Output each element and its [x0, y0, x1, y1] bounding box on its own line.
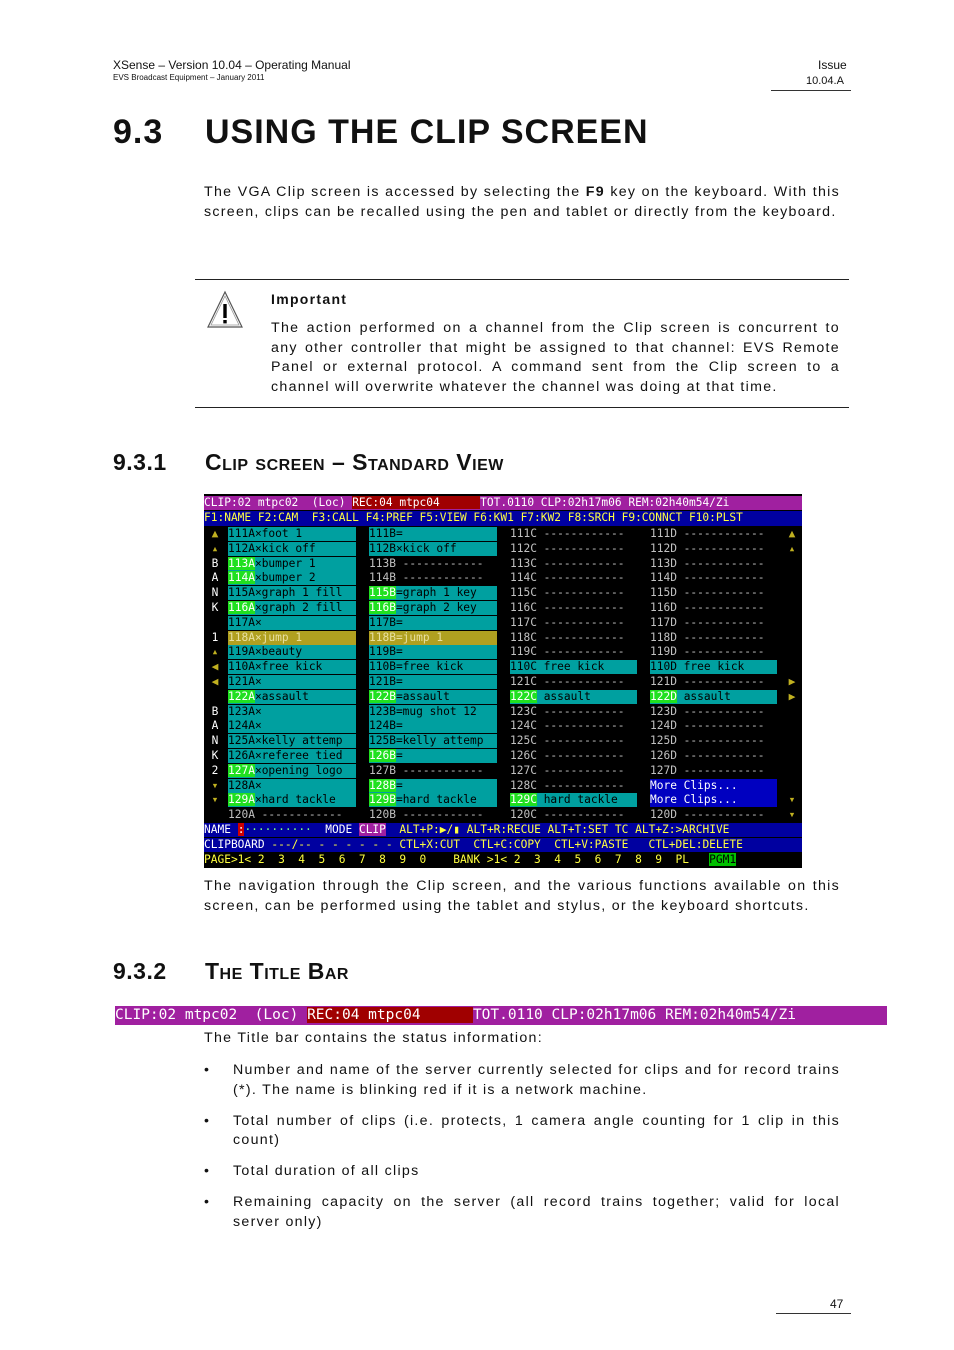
bank-margin-label: ▲: [211, 527, 219, 540]
clip-cell: 121D ------------: [650, 675, 777, 689]
clip-cell: 123D ------------: [650, 705, 777, 719]
clip-cell: 119D ------------: [650, 645, 777, 659]
intro-key: F9: [585, 184, 605, 200]
vga-page-row: [204, 853, 802, 867]
clip-cell: 118C ------------: [510, 631, 637, 645]
clip-cell: [650, 690, 777, 704]
clip-id: 116B: [369, 601, 396, 614]
clip-id: 129C: [510, 793, 537, 807]
important-heading: Important: [271, 291, 348, 307]
clip-name: =graph 2 key: [395, 601, 477, 614]
title-bar-segment: REC:04 mtpc04: [307, 1007, 473, 1023]
section-heading: [113, 113, 649, 152]
subsection-title: The Title Bar: [205, 958, 349, 984]
vga-page-row-segment: PGM1: [709, 853, 737, 866]
subsection-title: Clip screen – Standard View: [205, 449, 504, 475]
clip-cell: 111D ------------: [650, 527, 777, 541]
subsection-heading-standard-view: [113, 449, 504, 476]
intro-paragraph: [204, 183, 840, 222]
clip-cell: 117C ------------: [510, 616, 637, 630]
bank-margin-label: 2: [211, 763, 219, 777]
clip-cell: 126A×referee tied: [228, 749, 356, 763]
issue-label: Issue: [818, 58, 847, 72]
scroll-margin-marker: [784, 616, 800, 630]
clip-cell: 112A×kick off: [228, 542, 356, 556]
clip-cell: 117A×: [228, 616, 356, 630]
clip-id: 122C: [510, 689, 537, 703]
clip-cell: 127D ------------: [650, 764, 777, 778]
clip-cell: 125D ------------: [650, 734, 777, 748]
clip-cell: 111B=: [369, 527, 497, 541]
clip-cell: 114B ------------: [369, 571, 497, 585]
clip-cell: 115A×graph 1 fill: [228, 586, 356, 600]
clip-name: =assault: [395, 689, 450, 703]
clip-cell: 112B×kick off: [369, 542, 497, 556]
title-bar-segment: CLIP:02 mtpc02 (Loc): [115, 1007, 308, 1023]
scroll-margin-marker: [784, 734, 800, 748]
clip-cell: 119C ------------: [510, 645, 637, 659]
clip-id: 122A: [228, 689, 255, 703]
scroll-margin-marker: [784, 557, 800, 571]
clip-cell: More Clips...: [650, 779, 777, 793]
clip-cell: 117B=: [369, 616, 497, 630]
manual-subtitle: EVS Broadcast Equipment – January 2011: [113, 73, 265, 82]
bank-margin-label: ▴: [211, 541, 219, 555]
clip-cell: [369, 793, 497, 807]
vga-clipboard-row-segment: CLIPBOARD: [204, 838, 272, 851]
footer-rule: [776, 1313, 851, 1314]
list-item-text: Number and name of the server currently selected for clips and for record trains (*). The name is blinking red if it is a network machine.: [233, 1062, 840, 1098]
bank-margin-label: N: [211, 734, 219, 748]
clip-cell: [369, 690, 497, 704]
scroll-margin-marker: [784, 779, 800, 793]
clip-id: 128B: [369, 778, 396, 792]
clip-cell: [228, 557, 356, 571]
warning-triangle-icon: [205, 289, 245, 336]
clip-cell: 120C ------------: [510, 808, 637, 822]
clip-cell: 119A×beauty: [228, 645, 356, 659]
list-item: • Total number of clips (i.e. protects, 1 camera angle counting for 1 clip in this count): [204, 1112, 840, 1148]
clip-cell: 114C ------------: [510, 571, 637, 585]
list-item: • Number and name of the server currently selected for clips and for record trains (*). The name is blinking red if it is a network machine.: [204, 1062, 840, 1098]
scroll-margin-marker: [784, 719, 800, 733]
scroll-margin-marker: ▾: [788, 793, 796, 807]
clip-cell: 110D free kick: [650, 660, 777, 674]
list-item-text: Total number of clips (i.e. protects, 1 camera angle counting for 1 clip in this count): [233, 1112, 840, 1148]
clip-cell: 121C ------------: [510, 675, 637, 689]
clip-cell: [510, 793, 637, 807]
bank-margin-label: K: [211, 601, 219, 614]
clip-cell: 120A ------------: [228, 808, 356, 822]
clip-cell: 127B ------------: [369, 764, 497, 778]
clip-cell: 128A×: [228, 779, 356, 793]
list-item: • Remaining capacity on the server (all record trains together; valid for local server only): [204, 1194, 840, 1230]
clip-screen-image: [204, 494, 802, 868]
clip-cell: 115D ------------: [650, 586, 777, 600]
clip-id: 122D: [650, 689, 677, 703]
scroll-margin-marker: [784, 631, 800, 645]
bank-margin-label: ▾: [211, 778, 219, 792]
clip-name: =: [395, 778, 403, 792]
bank-margin-label: B: [211, 704, 219, 718]
clip-cell: 115C ------------: [510, 586, 637, 600]
clip-cell: 118D ------------: [650, 631, 777, 645]
vga-bottom-row-segment: ··········: [244, 823, 326, 836]
clip-cell: 112C ------------: [510, 542, 637, 556]
clip-cell: [228, 764, 356, 778]
bank-margin-label: N: [211, 586, 219, 600]
scroll-margin-marker: [784, 660, 800, 674]
clip-cell: 125A×kelly attemp: [228, 734, 356, 748]
bank-margin-label: ◀: [211, 660, 219, 674]
vga-bottom-row-segment: NAME: [204, 823, 238, 836]
vga-clipboard-row-segment: ---/-- - - - - - -: [271, 838, 400, 851]
scroll-margin-marker: [784, 571, 800, 585]
subsection-number: 9.3.2: [113, 958, 167, 984]
clip-cell: More Clips...: [650, 793, 777, 807]
section-title: USING THE CLIP SCREEN: [205, 113, 649, 151]
clip-cell: 126D ------------: [650, 749, 777, 763]
vga-page-row-segment: PAGE>1< 2 3 4 5 6 7 8 9 0 BANK >1< 2 3 4 5 6 7 8 9 PL: [204, 853, 710, 866]
clip-cell: [228, 601, 356, 615]
issue-number: 10.04.A: [806, 75, 844, 87]
clip-name: ×bumper 1: [254, 556, 316, 570]
clip-name: assault: [676, 689, 731, 703]
clip-name: =hard tackle: [395, 793, 477, 807]
vga-title-row-segment: CLIP:02 mtpc02 (Loc): [204, 496, 353, 509]
clip-cell: 117D ------------: [650, 616, 777, 630]
scroll-margin-marker: [784, 705, 800, 719]
clip-id: 129A: [228, 793, 255, 807]
clip-cell: 120B ------------: [369, 808, 497, 822]
clip-cell: 121B=: [369, 675, 497, 689]
scroll-margin-marker: ▴: [788, 541, 796, 555]
vga-bottom-row: [204, 823, 802, 837]
clip-name: assault: [536, 689, 591, 703]
scroll-margin-marker: ▾: [788, 808, 796, 822]
clip-cell: 116C ------------: [510, 601, 637, 615]
clip-cell: 124C ------------: [510, 719, 637, 733]
vga-clipboard-row: [204, 838, 802, 852]
bank-margin-label: ▾: [211, 793, 219, 807]
clip-id: 113A: [228, 556, 255, 570]
clip-id: 116A: [228, 601, 255, 614]
subsection-number: 9.3.1: [113, 449, 167, 475]
title-bar-intro: The Title bar contains the status information:: [204, 1030, 543, 1046]
vga-bottom-row-segment: MODE: [325, 823, 359, 836]
clip-cell: 123B=mug shot 12: [369, 705, 497, 719]
clip-cell: 110C free kick: [510, 660, 637, 674]
scroll-margin-marker: ▲: [788, 527, 796, 540]
clip-name: =graph 1 key: [395, 586, 477, 600]
clip-cell: 118B=jump 1: [369, 631, 497, 645]
clip-cell: [369, 749, 497, 763]
clip-cell: 110B=free kick: [369, 660, 497, 674]
clip-cell: 127C ------------: [510, 764, 637, 778]
clip-cell: 116D ------------: [650, 601, 777, 615]
intro-text-before: The VGA Clip screen is accessed by selecting the: [204, 184, 586, 200]
scroll-margin-marker: ▶: [788, 675, 796, 688]
clip-cell: 123C ------------: [510, 705, 637, 719]
clip-id: 129B: [369, 793, 396, 807]
scroll-margin-marker: ▶: [788, 689, 796, 703]
intro-text-after: key on the keyboard. With this screen, clips can be recalled using the pen and tablet or directly from the keyboard.: [204, 184, 840, 220]
clip-name: ×bumper 2: [254, 571, 316, 585]
title-bar-segment: TOT.0110 CLP:02h17m06 REM:02h40m54/Zi: [472, 1007, 796, 1023]
clip-id: 114A: [228, 571, 255, 585]
clip-cell: 113D ------------: [650, 557, 777, 571]
scroll-margin-marker: [784, 645, 800, 659]
bank-margin-label: ◀: [211, 675, 219, 688]
clip-cell: 111A×foot 1: [228, 527, 356, 541]
list-item-text: Remaining capacity on the server (all record trains together; valid for local server only): [233, 1194, 840, 1230]
clip-cell: 124A×: [228, 719, 356, 733]
clip-cell: 118A×jump 1: [228, 631, 356, 645]
clip-cell: [510, 690, 637, 704]
clip-cell: [369, 601, 497, 615]
vga-bottom-row-segment: CLIP: [358, 823, 386, 836]
vga-title-row-segment: TOT.0110 CLP:02h17m06 REM:02h40m54/Zi: [480, 496, 730, 509]
vga-clipboard-row-segment: CTL+X:CUT CTL+C:COPY CTL+V:PASTE CTL+DEL:DELETE: [399, 838, 743, 851]
clip-cell: 113C ------------: [510, 557, 637, 571]
clip-name: ×graph 2 fill: [254, 601, 343, 614]
bank-margin-label: 1: [211, 630, 219, 644]
vga-title-row: [204, 496, 802, 510]
clip-cell: 124D ------------: [650, 719, 777, 733]
list-item: • Total duration of all clips: [204, 1163, 420, 1179]
vga-bottom-row-segment: :: [237, 823, 245, 836]
clip-cell: [228, 571, 356, 585]
clip-name: ×opening logo: [254, 763, 343, 777]
manual-title: XSense – Version 10.04 – Operating Manual: [113, 58, 351, 72]
title-bar-image: [115, 1006, 887, 1025]
subsection-heading-title-bar: [113, 958, 349, 985]
clip-id: 122B: [369, 689, 396, 703]
clip-cell: 125B=kelly attemp: [369, 734, 497, 748]
clip-name: =: [395, 749, 403, 762]
section-number: 9.3: [113, 113, 164, 151]
clip-cell: 119B=: [369, 645, 497, 659]
list-item-text: Total duration of all clips: [233, 1163, 420, 1179]
clip-cell: 123A×: [228, 705, 356, 719]
bank-margin-label: ▴: [211, 645, 219, 659]
vga-bottom-row-segment: ALT+P:▶/▮ ALT+R:RECUE ALT+T:SET TC ALT+Z:>ARCHIVE: [385, 823, 730, 836]
scroll-margin-marker: [784, 601, 800, 615]
clip-name: ×hard tackle: [254, 793, 336, 807]
clip-cell: 126C ------------: [510, 749, 637, 763]
clip-cell: 124B=: [369, 719, 497, 733]
vga-title-row-segment: REC:04 mtpc04: [352, 496, 481, 509]
clip-id: 115B: [369, 586, 396, 600]
clip-cell: 120D ------------: [650, 808, 777, 822]
clip-cell: [369, 586, 497, 600]
clip-id: 127A: [228, 763, 255, 777]
clip-cell: [369, 779, 497, 793]
clip-cell: 125C ------------: [510, 734, 637, 748]
bank-margin-label: A: [211, 719, 219, 733]
important-text: The action performed on a channel from the Clip screen is concurrent to any other controller that might be assigned to that channel: EVS Remote Panel or external protocol. A command sent from the Clip screen to a channel will overwrite whatever the channel was doing at that time.: [271, 320, 840, 395]
vga-function-keys-row: F1:NAME F2:CAM F3:CALL F4:PREF F5:VIEW F6:KW1 F7:KW2 F8:SRCH F9:CONNCT F10:PLST: [204, 511, 802, 526]
clip-cell: [228, 690, 356, 704]
clip-cell: 110A×free kick: [228, 660, 356, 674]
status-info-list: [204, 1061, 840, 1244]
scroll-margin-marker: [784, 764, 800, 778]
bank-margin-label: A: [211, 571, 219, 585]
clip-id: 126B: [369, 749, 396, 762]
bank-margin-label: B: [211, 556, 219, 570]
navigation-paragraph: The navigation through the Clip screen, and the various functions available on this screen, can be performed using the tablet and stylus, or the keyboard shortcuts.: [204, 878, 840, 914]
scroll-margin-marker: [784, 586, 800, 600]
page-number: 47: [830, 1297, 844, 1311]
clip-cell: 111C ------------: [510, 527, 637, 541]
clip-cell: 113B ------------: [369, 557, 497, 571]
clip-cell: 128C ------------: [510, 779, 637, 793]
bank-margin-label: K: [211, 749, 219, 762]
clip-name: hard tackle: [536, 793, 618, 807]
clip-cell: 121A×: [228, 675, 356, 689]
scroll-margin-marker: [784, 749, 800, 763]
header-rule: [771, 90, 851, 91]
clip-cell: 114D ------------: [650, 571, 777, 585]
clip-cell: [228, 793, 356, 807]
bank-margin-label: [206, 616, 224, 630]
clip-name: ×assault: [254, 689, 309, 703]
clip-cell: 112D ------------: [650, 542, 777, 556]
bank-margin-label: [206, 690, 224, 704]
